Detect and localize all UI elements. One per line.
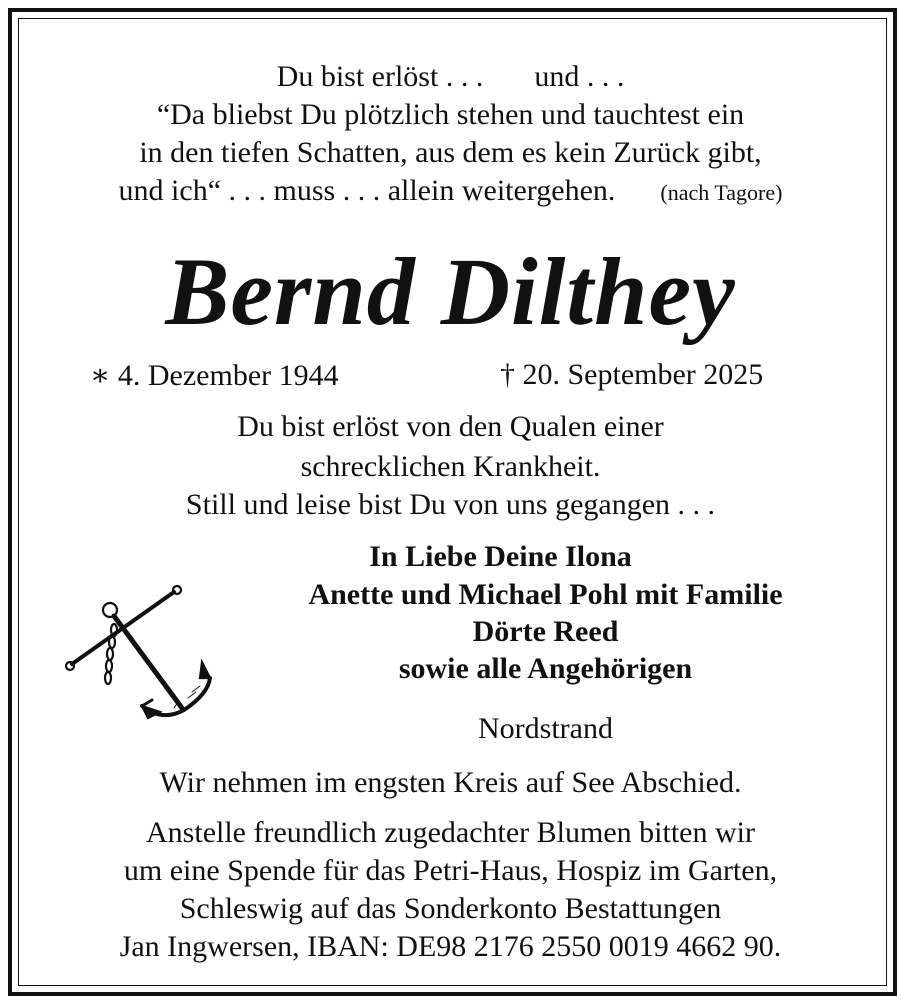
poem-line-4	[0, 172, 901, 212]
donation-line-3: Schleswig auf das Sonderkonto Bestattungen	[179, 892, 722, 925]
message-line-3: Still und leise bist Du von uns gegangen . . .	[185, 488, 716, 521]
poem-line-3: in den tiefen Schatten, aus dem es kein Zurück gibt,	[139, 136, 762, 169]
message-line-2: schrecklichen Krankheit.	[300, 450, 601, 483]
deceased-name: Bernd Dilthey	[165, 238, 736, 345]
poem-line-1-part-2: und . . .	[534, 60, 625, 93]
poem-line-1-part-1: Du bist erlöst . . .	[276, 60, 484, 93]
death-date: † 20. September 2025	[500, 358, 764, 391]
farewell-line: Wir nehmen im engsten Kreis auf See Abschied.	[159, 766, 742, 799]
birth-date: ∗ 4. Dezember 1944	[90, 359, 339, 392]
message-line-1: Du bist erlöst von den Qualen einer	[237, 410, 664, 443]
place: Nordstrand	[478, 712, 613, 745]
donation-line-2: um eine Spende für das Petri-Haus, Hospiz im Garten,	[123, 854, 778, 887]
poem-source: (nach Tagore)	[660, 180, 783, 205]
poem-line-4-text: und ich“ . . . muss . . . allein weitergehen.	[118, 174, 616, 207]
donation-line-1: Anstelle freundlich zugedachter Blumen bitten wir	[146, 816, 755, 849]
signer-line-3: Dörte Reed	[472, 615, 619, 648]
donation-line-4: Jan Ingwersen, IBAN: DE98 2176 2550 0019 4662 90.	[119, 930, 782, 963]
signer-line-1: In Liebe Deine Ilona	[369, 540, 632, 573]
poem-line-2: “Da bliebst Du plötzlich stehen und tauchtest ein	[156, 98, 745, 131]
signer-line-2: Anette und Michael Pohl mit Familie	[308, 578, 783, 611]
signer-line-4: sowie alle Angehörigen	[398, 652, 693, 685]
poem-line-1	[0, 58, 901, 96]
